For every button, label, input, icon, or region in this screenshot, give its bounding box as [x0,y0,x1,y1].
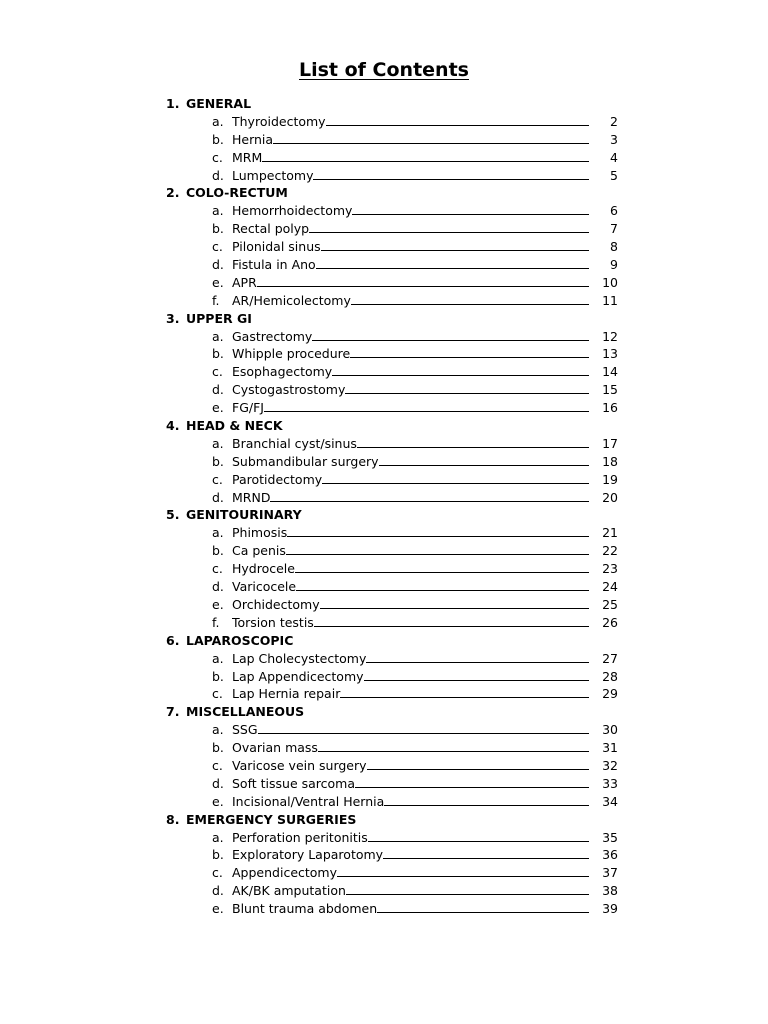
entry-title: Gastrectomy [232,328,313,344]
entry-letter: f. [212,614,220,630]
entry-label [232,274,589,292]
entry-title: Exploratory Laparotomy [232,847,384,863]
entry-page-number: 37 [602,865,618,881]
toc-entry[interactable] [0,131,768,149]
entry-label [232,167,589,185]
toc-entry[interactable] [0,560,768,578]
entry-label [232,739,589,757]
entry-letter: b. [212,453,224,469]
entry-page-number: 21 [602,525,618,541]
toc-entry[interactable] [0,471,768,489]
entry-label [232,399,589,417]
toc-entry[interactable] [0,739,768,757]
entry-label [232,202,589,220]
entry-page-number: 29 [602,686,618,702]
toc-entry[interactable] [0,614,768,632]
section-name: GENITOURINARY [186,507,302,523]
toc-entry[interactable] [0,113,768,131]
entry-letter: c. [212,686,223,702]
toc-entry[interactable] [0,578,768,596]
entry-label [232,328,589,346]
toc-entry[interactable] [0,381,768,399]
entry-title: Torsion testis [232,614,314,630]
entry-letter: d. [212,883,224,899]
leader-line [345,381,589,394]
leader-line [312,328,589,341]
entry-label [232,685,589,703]
leader-line [340,685,589,698]
entry-page-number: 22 [602,543,618,559]
entry-page-number: 14 [602,364,618,380]
leader-line [287,524,589,537]
toc-entry[interactable] [0,274,768,292]
leader-line [320,596,589,609]
section-heading [0,703,768,721]
entry-title: Fistula in Ano [232,257,316,273]
section-name: UPPER GI [186,310,252,326]
entry-page-number: 35 [602,829,618,845]
entry-page-number: 38 [602,883,618,899]
leader-line [316,256,589,269]
entry-letter: b. [212,221,224,237]
entry-title: Hydrocele [232,561,295,577]
entry-letter: d. [212,579,224,595]
entry-letter: d. [212,382,224,398]
entry-page-number: 16 [602,400,618,416]
entry-label [232,345,589,363]
toc-entry[interactable] [0,685,768,703]
entry-title: Varicocele [232,579,297,595]
entry-title: Hernia [232,131,274,147]
entry-letter: b. [212,847,224,863]
entry-page-number: 9 [610,257,618,273]
entry-label [232,846,589,864]
leader-line [355,775,589,788]
entry-title: MRND [232,489,271,505]
section-name: LAPAROSCOPIC [186,632,294,648]
toc-entry[interactable] [0,596,768,614]
entry-title: Esophagectomy [232,364,333,380]
leader-line [384,793,589,806]
toc-entry[interactable] [0,363,768,381]
leader-line [368,829,589,842]
entry-title: FG/FJ [232,400,264,416]
leader-line [346,882,589,895]
entry-label [232,256,589,274]
entry-letter: c. [212,364,223,380]
toc-entry[interactable] [0,650,768,668]
entry-page-number: 39 [602,901,618,917]
section-heading [0,417,768,435]
toc-entry[interactable] [0,220,768,238]
entry-label [232,560,589,578]
toc-entry[interactable] [0,399,768,417]
entry-letter: a. [212,525,224,541]
entry-title: Rectal polyp [232,221,310,237]
entry-label [232,149,589,167]
entry-label [232,882,589,900]
entry-letter: e. [212,793,224,809]
entry-label [232,864,589,882]
entry-letter: a. [212,829,224,845]
section-heading [0,184,768,202]
entry-label [232,238,589,256]
entry-label [232,650,589,668]
entry-label [232,220,589,238]
entry-page-number: 28 [602,668,618,684]
section-number: 6. [166,632,180,648]
section-number: 8. [166,811,180,827]
entry-letter: a. [212,435,224,451]
entry-title: Parotidectomy [232,471,323,487]
leader-line [377,900,589,913]
leader-line [326,113,589,126]
entry-page-number: 19 [602,471,618,487]
toc-entry[interactable] [0,793,768,811]
entry-letter: b. [212,346,224,362]
entry-letter: a. [212,650,224,666]
entry-title: Orchidectomy [232,596,320,612]
leader-line [337,864,589,877]
section-heading [0,506,768,524]
section-heading [0,811,768,829]
entry-label [232,471,589,489]
entry-label [232,292,589,310]
entry-letter: c. [212,865,223,881]
entry-letter: a. [212,328,224,344]
leader-line [262,149,589,162]
leader-line [350,345,589,358]
entry-label [232,721,589,739]
entry-label [232,381,589,399]
entry-letter: c. [212,561,223,577]
leader-line [295,560,589,573]
entry-title: Soft tissue sarcoma [232,775,356,791]
entry-page-number: 32 [602,757,618,773]
entry-title: Ovarian mass [232,740,318,756]
entry-label [232,131,589,149]
leader-line [332,363,589,376]
leader-line [364,668,589,681]
entry-letter: b. [212,740,224,756]
entry-label [232,113,589,131]
entry-page-number: 26 [602,614,618,630]
section-number: 4. [166,418,180,434]
entry-letter: c. [212,757,223,773]
entry-letter: a. [212,722,224,738]
toc-entry[interactable] [0,668,768,686]
leader-line [318,739,589,752]
entry-page-number: 25 [602,596,618,612]
toc-entry[interactable] [0,202,768,220]
entry-page-number: 27 [602,650,618,666]
toc-entry[interactable] [0,829,768,847]
entry-title: SSG [232,722,258,738]
leader-line [270,489,589,502]
leader-line [314,614,589,627]
entry-title: Incisional/Ventral Hernia [232,793,385,809]
section-heading [0,95,768,113]
section-number: 2. [166,185,180,201]
leader-line [264,399,589,412]
entry-label [232,578,589,596]
leader-line [383,846,589,859]
section-number: 1. [166,96,180,111]
entry-page-number: 31 [602,740,618,756]
entry-title: Blunt trauma abdomen [232,901,378,917]
entry-page-number: 15 [602,382,618,398]
entry-title: Lap Appendicectomy [232,668,364,684]
leader-line [273,131,589,144]
entry-letter: a. [212,113,224,129]
entry-page-number: 11 [602,292,618,308]
entry-page-number: 18 [602,453,618,469]
leader-line [321,238,589,251]
entry-letter: e. [212,901,224,917]
entry-label [232,363,589,381]
entry-label [232,453,589,471]
entry-title: AK/BK amputation [232,883,346,899]
entry-page-number: 13 [602,346,618,362]
entry-page-number: 6 [610,203,618,219]
leader-line [309,220,589,233]
entry-letter: d. [212,775,224,791]
page-title: List of Contents [299,59,469,81]
entry-letter: e. [212,400,224,416]
entry-page-number: 36 [602,847,618,863]
entry-page-number: 2 [610,113,618,129]
toc-entry[interactable] [0,149,768,167]
entry-letter: d. [212,167,224,183]
entry-label [232,793,589,811]
entry-letter: d. [212,257,224,273]
leader-line [322,471,589,484]
entry-letter: f. [212,292,220,308]
entry-title: Phimosis [232,525,288,541]
entry-letter: c. [212,471,223,487]
toc-entry[interactable] [0,345,768,363]
entry-title: Pilonidal sinus [232,239,321,255]
toc-entry[interactable] [0,846,768,864]
entry-title: Hemorrhoidectomy [232,203,353,219]
entry-label [232,524,589,542]
leader-line [366,650,589,663]
entry-page-number: 8 [610,239,618,255]
section-name: GENERAL [186,96,252,111]
toc-entry[interactable] [0,453,768,471]
toc-entry[interactable] [0,256,768,274]
entry-letter: b. [212,543,224,559]
toc-entry[interactable] [0,167,768,185]
entry-label [232,757,589,775]
entry-title: Appendicectomy [232,865,337,881]
toc-entry[interactable] [0,328,768,346]
section-heading [0,632,768,650]
entry-label [232,435,589,453]
section-number: 3. [166,310,180,326]
toc-entry[interactable] [0,435,768,453]
entry-title: Branchial cyst/sinus [232,435,357,451]
entry-title: Cystogastrostomy [232,382,346,398]
entry-title: Submandibular surgery [232,453,379,469]
toc-entry[interactable] [0,882,768,900]
toc-entry[interactable] [0,524,768,542]
entry-page-number: 7 [610,221,618,237]
entry-letter: b. [212,131,224,147]
leader-line [296,578,589,591]
entry-page-number: 10 [602,274,618,290]
entry-page-number: 30 [602,722,618,738]
leader-line [352,202,589,215]
leader-line [257,274,589,287]
toc-entry[interactable] [0,757,768,775]
entry-letter: a. [212,203,224,219]
leader-line [258,721,589,734]
entry-title: Lap Cholecystectomy [232,650,367,666]
entry-page-number: 24 [602,579,618,595]
entry-label [232,900,589,918]
toc-entry[interactable] [0,542,768,560]
entry-title: Whipple procedure [232,346,351,362]
leader-line [286,542,589,555]
entry-letter: e. [212,274,224,290]
entry-label [232,542,589,560]
entry-letter: c. [212,239,223,255]
entry-page-number: 20 [602,489,618,505]
entry-title: Lap Hernia repair [232,686,341,702]
leader-line [313,167,589,180]
entry-label [232,596,589,614]
entry-label [232,668,589,686]
entry-page-number: 34 [602,793,618,809]
entry-page-number: 23 [602,561,618,577]
toc-entry[interactable] [0,775,768,793]
entry-label [232,489,589,507]
section-name: MISCELLANEOUS [186,704,305,720]
entry-title: AR/Hemicolectomy [232,292,351,308]
entry-page-number: 33 [602,775,618,791]
section-name: EMERGENCY SURGERIES [186,811,357,827]
entry-label [232,614,589,632]
toc-entry[interactable] [0,864,768,882]
entry-title: Thyroidectomy [232,113,326,129]
section-name: COLO-RECTUM [186,185,288,201]
section-heading [0,310,768,328]
section-number: 5. [166,507,180,523]
entry-page-number: 4 [610,149,618,165]
entry-title: Ca penis [232,543,286,559]
entry-title: APR [232,274,257,290]
section-name: HEAD & NECK [186,418,283,434]
entry-title: Lumpectomy [232,167,314,183]
leader-line [357,435,589,448]
entry-letter: d. [212,489,224,505]
entry-letter: c. [212,149,223,165]
entry-label [232,775,589,793]
entry-page-number: 3 [610,131,618,147]
toc-entry[interactable] [0,489,768,507]
entry-page-number: 17 [602,435,618,451]
entry-letter: e. [212,596,224,612]
entry-title: Varicose vein surgery [232,757,367,773]
toc-entry[interactable] [0,238,768,256]
leader-line [367,757,589,770]
leader-line [379,453,589,466]
toc-entry[interactable] [0,721,768,739]
leader-line [351,292,589,305]
section-number: 7. [166,704,180,720]
entry-label [232,829,589,847]
entry-title: Perforation peritonitis [232,829,368,845]
entry-letter: b. [212,668,224,684]
table-of-contents [0,95,768,918]
entry-page-number: 12 [602,328,618,344]
toc-entry[interactable] [0,292,768,310]
entry-page-number: 5 [610,167,618,183]
toc-entry[interactable] [0,900,768,918]
entry-title: MRM [232,149,263,165]
